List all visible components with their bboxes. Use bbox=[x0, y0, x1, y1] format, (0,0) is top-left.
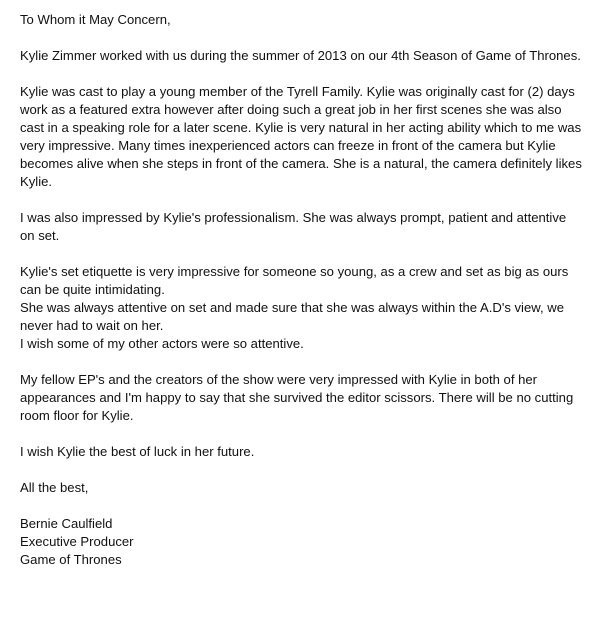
paragraph-professionalism: I was also impressed by Kylie's professionalism. She was always prompt, patient and attentive on set. bbox=[20, 210, 567, 243]
salutation: To Whom it May Concern, bbox=[20, 12, 171, 27]
paragraph-casting: Kylie was cast to play a young member of the Tyrell Family. Kylie was originally cast for (2) days work as a featured extra however after doing such a great job in her first scenes she was also cast in a speaking role for a later scene. Kylie is very natural in her acting ability which to me was very impressive. Many times inexperienced actors can freeze in front of the camera but Kylie becomes alive when she steps in front of the camera. She is a natural, the camera definitely likes Kylie. bbox=[20, 84, 582, 189]
letter-body bbox=[20, 11, 582, 587]
signature-show: Game of Thrones bbox=[20, 552, 122, 567]
signature-name: Bernie Caulfield bbox=[20, 516, 113, 531]
signoff: All the best, bbox=[20, 480, 89, 495]
paragraph-intro: Kylie Zimmer worked with us during the summer of 2013 on our 4th Season of Game of Thrones. bbox=[20, 48, 581, 63]
signature-title: Executive Producer bbox=[20, 534, 134, 549]
paragraph-wishes: I wish Kylie the best of luck in her future. bbox=[20, 444, 255, 459]
etiquette-line: I wish some of my other actors were so attentive. bbox=[20, 336, 304, 351]
paragraph-etiquette bbox=[20, 263, 582, 353]
etiquette-line: She was always attentive on set and made sure that she was always within the A.D's view, we never had to wait on her. bbox=[20, 300, 564, 333]
etiquette-line: Kylie's set etiquette is very impressive for someone so young, as a crew and set as big as ours can be quite intimidating. bbox=[20, 264, 569, 297]
paragraph-appearances: My fellow EP's and the creators of the show were very impressed with Kylie in both of her appearances and I'm happy to say that she survived the editor scissors. There will be no cutting room floor for Kylie. bbox=[20, 372, 574, 423]
signature-block bbox=[20, 515, 582, 569]
